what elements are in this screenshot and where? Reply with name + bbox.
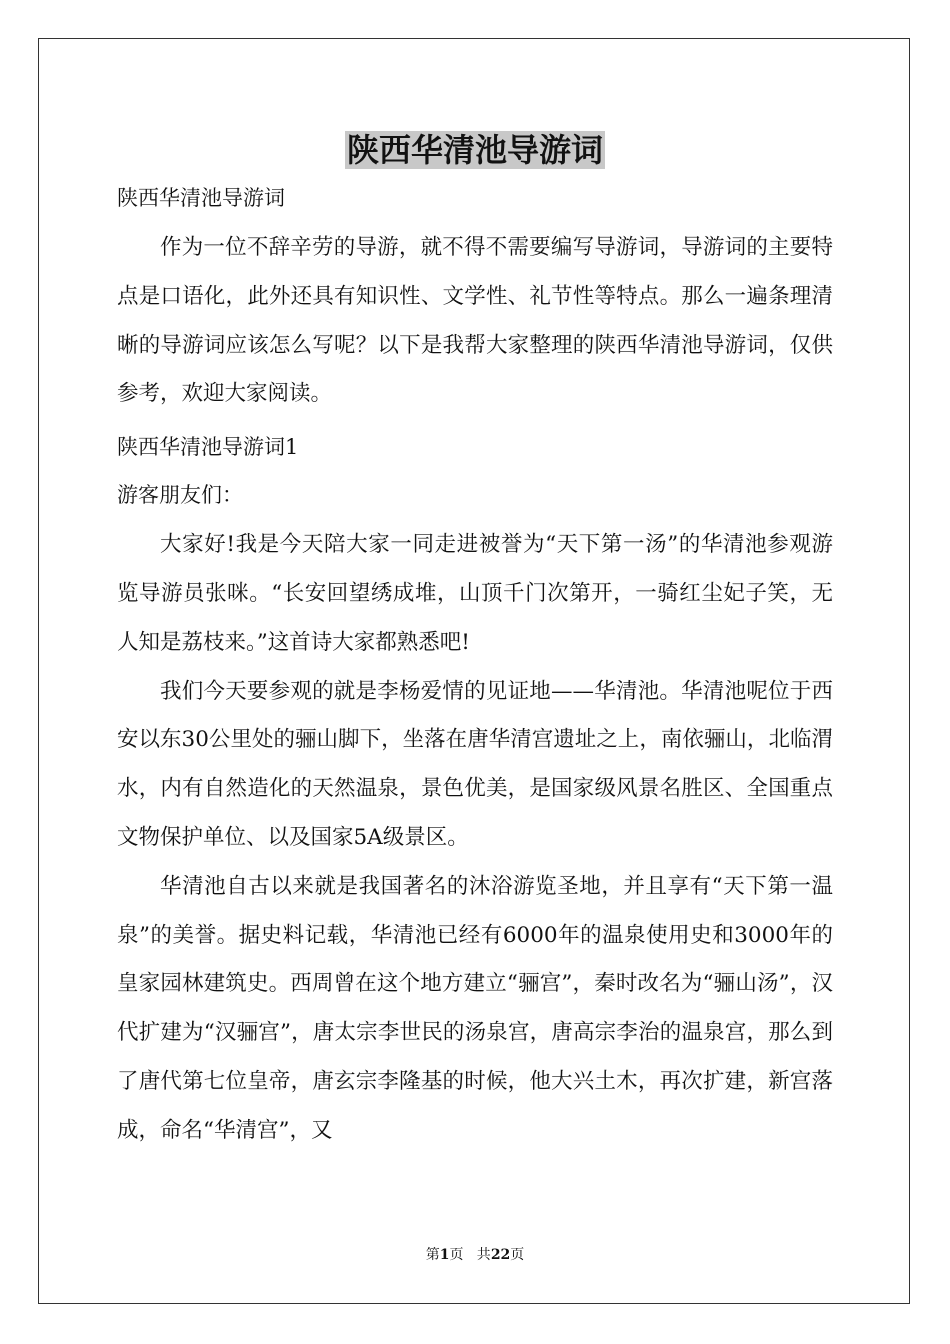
footer-page-suffix: 页 <box>510 1247 525 1263</box>
document-title-text: 陕西华清池导游词 <box>346 131 603 169</box>
footer-page-prefix: 第 <box>425 1247 440 1263</box>
document-subtitle: 陕西华清池导游词 <box>117 186 285 210</box>
footer-page-total: 22 <box>490 1247 511 1263</box>
body-paragraph-2: 我们今天要参观的就是李杨爱情的见证地——华清池。华清池呢位于西安以东30公里处的骊山脚下，坐落在唐华清宫遗址之上，南依骊山，北临渭水，内有自然造化的天然温泉，景色优美，是国家级风景名胜区、全国重点文物保护单位、以及国家5A级景区。 <box>117 678 833 850</box>
footer-page-current: 1 <box>439 1247 450 1263</box>
document-title <box>0 128 950 172</box>
section-heading: 陕西华清池导游词1 <box>117 435 299 460</box>
greeting-line: 游客朋友们： <box>117 483 243 508</box>
body-paragraph-1: 大家好!我是今天陪大家一同走进被誉为“天下第一汤”的华清池参观游览导游员张咪。“长安回望绣成堆，山顶千门次第开，一骑红尘妃子笑，无人知是荔枝来。”这首诗大家都熟悉吧! <box>117 532 833 655</box>
footer-page-mid: 页 共 <box>449 1247 491 1263</box>
body-paragraph-3: 华清池自古以来就是我国著名的沐浴游览圣地，并且享有“天下第一温泉”的美誉。据史料记载，华清池已经有6000年的温泉使用史和3000年的皇家园林建筑史。西周曾在这个地方建立“骊宫”，秦时改名为“骊山汤”，汉代扩建为“汉骊宫”，唐太宗李世民的汤泉宫，唐高宗李治的温泉宫，那么到了唐代第七位皇帝，唐玄宗李隆基的时候，他大兴土木，再次扩建，新宫落成，命名“华清宫”，又 <box>117 873 833 1143</box>
intro-paragraph: 作为一位不辞辛劳的导游，就不得不需要编写导游词，导游词的主要特点是口语化，此外还具有知识性、文学性、礼节性等特点。那么一遍条理清晰的导游词应该怎么写呢？以下是我帮大家整理的陕西华清池导游词，仅供参考，欢迎大家阅读。 <box>117 235 833 407</box>
page-footer <box>0 1246 950 1264</box>
document-body <box>117 178 833 1156</box>
